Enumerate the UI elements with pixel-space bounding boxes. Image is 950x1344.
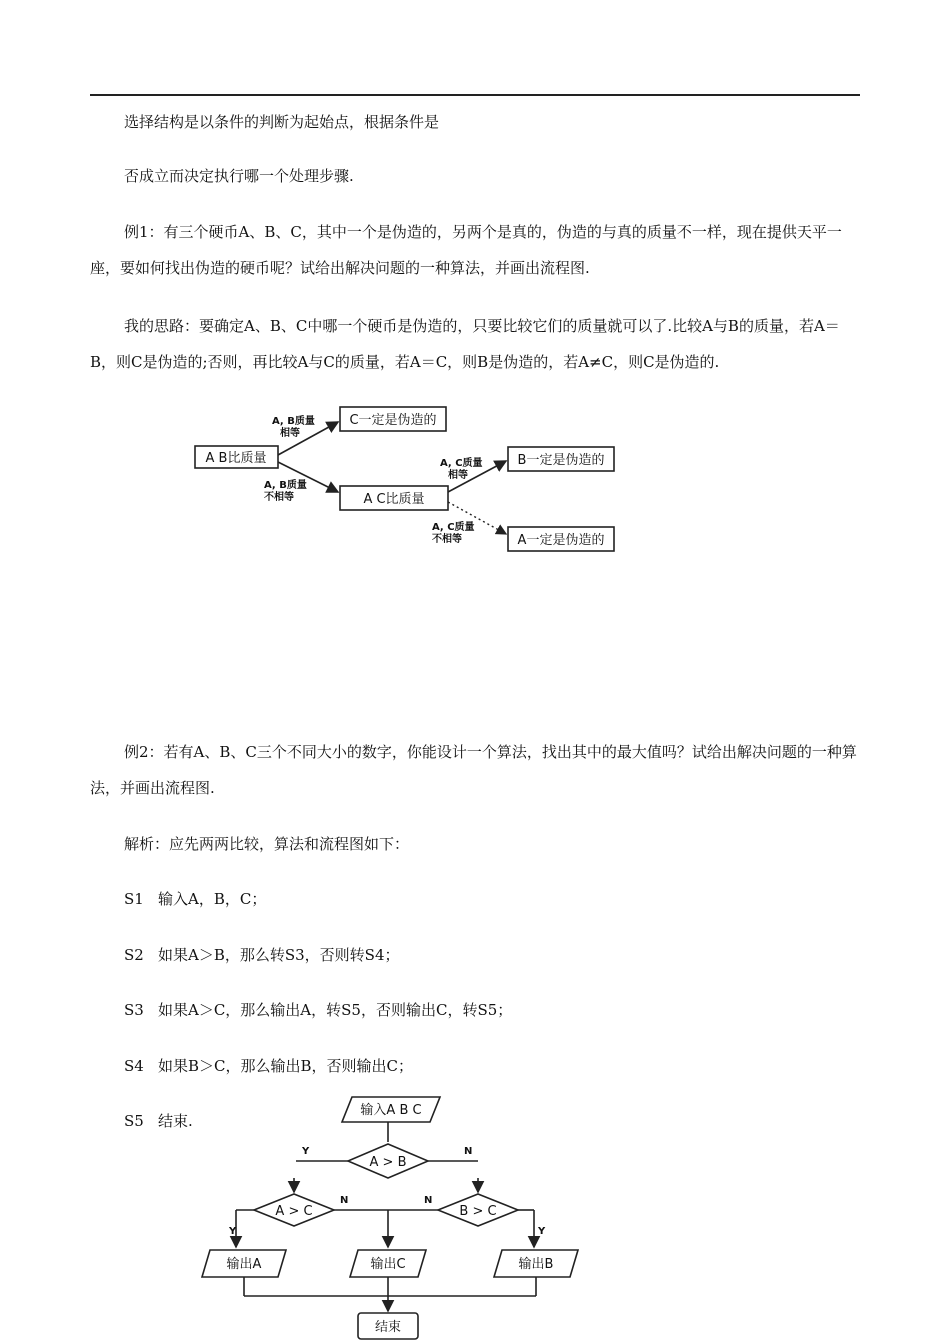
label-ab-yes: Y <box>302 1146 310 1157</box>
svg-text:A C比质量: A C比质量 <box>363 492 425 507</box>
node-cond-ab <box>348 1144 428 1178</box>
svg-text:相等: 相等 <box>448 470 468 481</box>
example2-text: 例2：若有A、B、C三个不同大小的数字，你能设计一个算法，找出其中的最大值吗？试给出解决问题的一种算法，并画出流程图. <box>90 743 857 797</box>
svg-text:A, B质量: A, B质量 <box>272 416 315 427</box>
svg-text:输入A B C: 输入A B C <box>360 1103 422 1118</box>
svg-text:A > B: A > B <box>369 1155 407 1170</box>
step-s5: S5 结束. <box>124 1112 193 1130</box>
node-cond-bc <box>438 1194 518 1226</box>
example1-thinking: 我的思路：要确定A、B、C中哪一个硬币是伪造的，只要比较它们的质量就可以了.比较A与B的质量，若A＝B，则C是伪造的;否则，再比较A与C的质量，若A＝C，则B是伪造的，若A≠C，则C是伪造的. <box>90 317 840 371</box>
example2-analysis: 解析：应先两两比较，算法和流程图如下： <box>124 835 410 853</box>
svg-text:不相等: 不相等 <box>264 492 294 503</box>
svg-text:A一定是伪造的: A一定是伪造的 <box>517 533 605 548</box>
svg-text:A, C质量: A, C质量 <box>440 458 483 469</box>
svg-text:结束: 结束 <box>374 1320 402 1335</box>
step-s2: S2 如果A＞B，那么转S3，否则转S4； <box>124 946 400 964</box>
intro-line-1: 选择结构是以条件的判断为起始点，根据条件是 <box>124 113 440 131</box>
step-s3: S3 如果A＞C，那么输出A，转S5，否则输出C，转S5； <box>124 1001 513 1019</box>
svg-text:A, C质量: A, C质量 <box>432 522 475 533</box>
svg-text:输出A: 输出A <box>226 1257 262 1272</box>
label-ac-no: N <box>340 1195 349 1206</box>
svg-text:输出B: 输出B <box>518 1257 554 1272</box>
svg-text:B > C: B > C <box>459 1204 497 1219</box>
node-out-b <box>494 1250 578 1277</box>
svg-text:输出C: 输出C <box>370 1257 406 1272</box>
intro-line-2: 否成立而决定执行哪一个处理步骤. <box>124 167 354 185</box>
svg-text:相等: 相等 <box>280 428 300 439</box>
svg-text:A, B质量: A, B质量 <box>264 480 307 491</box>
node-out-a <box>202 1250 286 1277</box>
svg-text:B一定是伪造的: B一定是伪造的 <box>517 453 605 468</box>
step-s1: S1 输入A，B，C； <box>124 890 267 908</box>
node-end <box>358 1313 418 1339</box>
step-s4: S4 如果B＞C，那么输出B，否则输出C； <box>124 1057 414 1075</box>
label-ac-yes: Y <box>229 1226 237 1237</box>
example1-text: 例1：有三个硬币A、B、C，其中一个是伪造的，另两个是真的，伪造的与真的质量不一样，现在提供天平一座，要如何找出伪造的硬币呢？试给出解决问题的一种算法，并画出流程图. <box>90 223 842 277</box>
svg-text:不相等: 不相等 <box>432 534 462 545</box>
svg-text:A > C: A > C <box>275 1204 313 1219</box>
node-cond-ac <box>254 1194 334 1226</box>
label-bc-yes: Y <box>538 1226 546 1237</box>
label-ab-no: N <box>464 1146 473 1157</box>
node-out-c <box>350 1250 426 1277</box>
node-input <box>342 1097 440 1122</box>
svg-text:A B比质量: A B比质量 <box>205 451 267 466</box>
label-bc-no: N <box>424 1195 433 1206</box>
svg-text:C一定是伪造的: C一定是伪造的 <box>349 413 437 428</box>
